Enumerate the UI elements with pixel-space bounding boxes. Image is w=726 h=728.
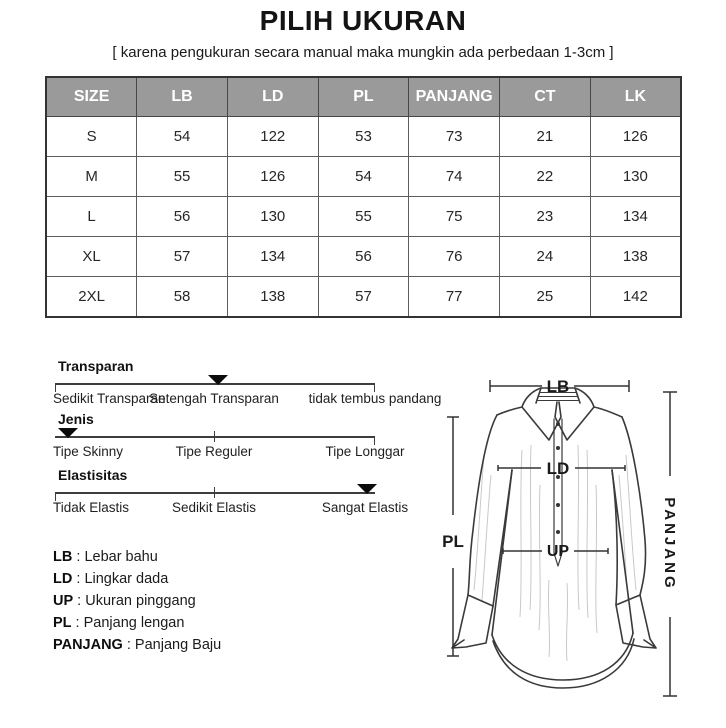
size-value: 126 <box>227 157 318 197</box>
size-value: 74 <box>409 157 500 197</box>
size-value: 57 <box>318 277 409 318</box>
size-value: 142 <box>590 277 681 318</box>
table-row-m <box>46 157 681 197</box>
size-value: 138 <box>227 277 318 318</box>
legend-item <box>53 568 221 590</box>
legend-item <box>53 634 221 656</box>
page-title: PILIH UKURAN <box>259 5 467 36</box>
column-header-lk: LK <box>590 77 681 117</box>
scale-option: Sangat Elastis <box>321 500 409 515</box>
size-label: S <box>46 117 137 157</box>
legend-abbr: LB <box>53 549 73 565</box>
legend-item <box>53 612 221 634</box>
size-value: 130 <box>227 197 318 237</box>
size-value: 54 <box>137 117 228 157</box>
size-value: 54 <box>318 157 409 197</box>
scale-option: Tidak Elastis <box>53 500 130 515</box>
size-value: 58 <box>137 277 228 318</box>
scale-tick <box>214 431 215 442</box>
shirt-outline <box>452 388 656 688</box>
scale-option: Tipe Reguler <box>175 444 253 459</box>
size-value: 56 <box>318 237 409 277</box>
legend-desc: Lingkar dada <box>84 571 169 587</box>
size-value: 76 <box>409 237 500 277</box>
size-value: 25 <box>500 277 591 318</box>
legend-abbr: UP <box>53 593 74 609</box>
legend-abbr: PL <box>53 615 72 631</box>
size-value: 23 <box>500 197 591 237</box>
legend-desc: Panjang lengan <box>83 615 185 631</box>
column-header-size: SIZE <box>46 77 137 117</box>
size-value: 53 <box>318 117 409 157</box>
legend-abbr: PANJANG <box>53 637 123 653</box>
legend-item <box>53 590 221 612</box>
transparency-scale <box>53 358 443 410</box>
size-value: 122 <box>227 117 318 157</box>
scale-tick <box>214 487 215 498</box>
up-measure-label: UP <box>546 543 570 560</box>
lb-measure-label: LB <box>546 377 570 396</box>
table-row-s <box>46 117 681 157</box>
legend-desc: Ukuran pinggang <box>85 593 196 609</box>
size-value: 134 <box>227 237 318 277</box>
table-row-xl <box>46 237 681 277</box>
scale-line <box>55 492 375 494</box>
size-value: 55 <box>318 197 409 237</box>
size-label: 2XL <box>46 277 137 318</box>
scale-marker-icon <box>208 375 228 385</box>
pl-measure-label: PL <box>442 532 464 551</box>
scale-title: Elastisitas <box>58 467 128 483</box>
scale-option: Sedikit Elastis <box>171 500 257 515</box>
scale-line <box>55 436 375 438</box>
column-header-panjang: PANJANG <box>409 77 500 117</box>
size-value: 57 <box>137 237 228 277</box>
legend-separator: : <box>72 549 85 565</box>
size-label: L <box>46 197 137 237</box>
size-value: 77 <box>409 277 500 318</box>
panjang-measure-label: PANJANG <box>661 497 678 591</box>
legend-item <box>53 546 221 568</box>
size-value: 126 <box>590 117 681 157</box>
legend-desc: Panjang Baju <box>134 637 222 653</box>
scale-option: Setengah Transparan <box>149 391 279 406</box>
size-table <box>45 76 682 318</box>
size-value: 75 <box>409 197 500 237</box>
size-label: M <box>46 157 137 197</box>
legend-separator: : <box>122 637 135 653</box>
table-row-2xl <box>46 277 681 318</box>
legend-abbr: LD <box>53 571 73 587</box>
size-value: 21 <box>500 117 591 157</box>
table-row-l <box>46 197 681 237</box>
size-value: 55 <box>137 157 228 197</box>
ld-measure-label: LD <box>546 459 570 478</box>
size-value: 130 <box>590 157 681 197</box>
size-table-header-row <box>46 77 681 117</box>
size-label: XL <box>46 237 137 277</box>
legend-separator: : <box>72 571 85 587</box>
size-value: 56 <box>137 197 228 237</box>
legend-separator: : <box>71 615 84 631</box>
shirt-measurement-diagram <box>430 355 720 723</box>
legend-desc: Lebar bahu <box>84 549 158 565</box>
size-value: 138 <box>590 237 681 277</box>
column-header-pl: PL <box>318 77 409 117</box>
fit-type-scale <box>53 411 443 463</box>
legend-separator: : <box>73 593 86 609</box>
column-header-ld: LD <box>227 77 318 117</box>
scale-marker-icon <box>357 484 377 494</box>
measurement-disclaimer: [ karena pengukuran secara manual maka mungkin ada perbedaan 1-3cm ] <box>112 44 614 61</box>
scale-title: Jenis <box>58 411 94 427</box>
size-value: 24 <box>500 237 591 277</box>
scale-title: Transparan <box>58 358 134 374</box>
scale-marker-icon <box>58 428 78 438</box>
scale-option: Tipe Longgar <box>325 444 405 459</box>
scale-option: Sedikit Transparan <box>53 391 166 406</box>
elasticity-scale <box>53 467 443 519</box>
size-value: 73 <box>409 117 500 157</box>
size-value: 134 <box>590 197 681 237</box>
abbreviation-legend <box>53 546 221 656</box>
scale-option: tidak tembus pandang <box>308 391 442 406</box>
column-header-ct: CT <box>500 77 591 117</box>
shirt-buttons <box>556 422 560 534</box>
column-header-lb: LB <box>137 77 228 117</box>
size-value: 22 <box>500 157 591 197</box>
scale-option: Tipe Skinny <box>53 444 124 459</box>
